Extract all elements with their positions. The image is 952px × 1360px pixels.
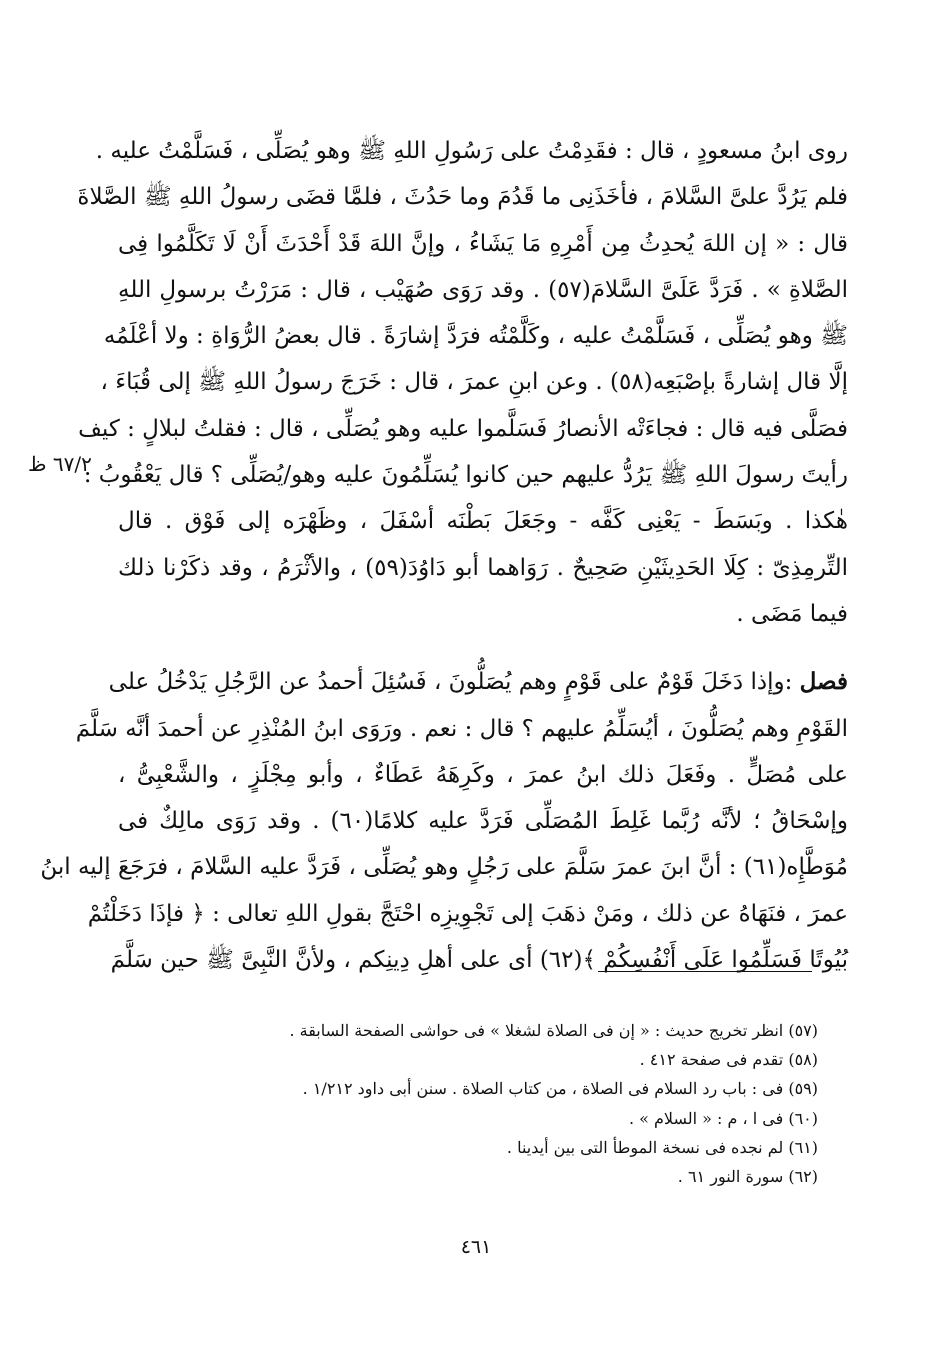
text-line: فلم يَرُدَّ علىَّ السَّلامَ ، فأخَذَنِى ما قَدُمَ وما حَدُثَ ، فلمَّا قضَى رسولُ اللهِ ﷺ الصَّلاةَ	[77, 184, 848, 211]
text-line: عمرَ ، فنَهَاهُ عن ذلك ، ومَنْ ذهَبَ إلى تَجْوِيزِه احْتَجَّ بقولِ اللهِ تعالى : ﴿ فإذَا دَخَلْتُمْ	[87, 900, 848, 927]
text-line: إلَّا قال إشارةً بإصْبَعِه(٥٨) . وعن ابنِ عمرَ ، قال : خَرَجَ رسولُ اللهِ ﷺ إلى قُبَاءَ ،	[100, 369, 848, 396]
fasl-text: :وإذا دَخَلَ قَوْمٌ على قَوْمٍ وهم يُصَلُّونَ ، فَسُئِلَ أحمدُ عن الرَّجُلِ يَدْخُلُ على	[108, 669, 800, 696]
footnote: (٦٢) سورة النور ٦١ .	[677, 1167, 818, 1187]
fasl-label: فصل	[799, 668, 848, 696]
text-line: التِّرمِذِىّ : كِلَا الحَدِيثَيْنِ صَحِيحٌ . رَوَاهما أبو دَاوُدَ(٥٩) ، والأثْرَمُ ، وقد ذكَرْنا ذلك	[118, 554, 848, 581]
text-line: فصَلَّى فيه قال : فجاءَتْه الأنصارُ فَسَلَّموا عليه وهو يُصَلِّى ، قال : فقلتُ لبلالٍ : كيف	[78, 415, 848, 442]
footnotes-list	[200, 1016, 818, 1191]
text-line: روى ابنُ مسعودٍ ، قال : فقَدِمْتُ على رَسُولِ اللهِ ﷺ وهو يُصَلِّى ، فَسَلَّمْتُ عليه .	[95, 138, 848, 164]
text-line: فيما مَضَى .	[736, 600, 848, 627]
text-line: الصَّلاةِ » . فَرَدَّ عَلَىَّ السَّلامَ(٥٧) . وقد رَوَى صُهَيْب ، قال : مَرَرْتُ برسولِ اللهِ	[118, 276, 848, 303]
text-line: مُوَطَّإِه(٦١) : أنَّ ابنَ عمرَ سَلَّمَ على رَجُلٍ وهو يُصَلِّى ، فَرَدَّ عليه السَّلامَ ، فرَجَعَ إليه ابنُ	[40, 854, 848, 881]
page-number: ٤٦١	[460, 1236, 492, 1258]
footnote: (٥٨) تقدم فى صفحة ٤١٢ .	[639, 1050, 818, 1070]
text-line: ﷺ وهو يُصَلِّى ، فَسَلَّمْتُ عليه ، وكَلَّمْتُه فرَدَّ إشارَةً . قال بعضُ الرُّوَاةِ : ولا أعْلَمُه	[103, 323, 848, 350]
footnote: (٦١) لم نجده فى نسخة الموطأ التى بين أيدينا .	[506, 1137, 818, 1157]
text-line: بُيُوتًا فَسَلِّمُوا عَلَى أَنْفُسِكُمْ ﴾(٦٢) أى على أهلِ دِينِكم ، ولأنَّ النَّبِىَّ ﷺ حين سَلَّمَ	[110, 947, 848, 974]
margin-manuscript-reference: ٦٧/٢ ظ	[28, 452, 92, 476]
text-line: وإسْحَاقُ ؛ لأنَّه رُبَّما غَلِطَ المُصَلِّى فَرَدَّ عليه كلامًا(٦٠) . وقد رَوَى مالِكٌ فى	[118, 808, 848, 835]
footnote: (٥٩) فى : باب رد السلام فى الصلاة ، من كتاب الصلاة . سنن أبى داود ١/٢١٢ .	[302, 1079, 818, 1099]
text-line: رأيتَ رسولَ اللهِ ﷺ يَرُدُّ عليهم حين كانوا يُسَلِّمُونَ عليه وهو/يُصَلِّى ؟ قال يَعْقُوبُ :	[83, 462, 848, 489]
text-line: على مُصَلٍّ . وفَعَلَ ذلك ابنُ عمرَ ، وكَرِهَهُ عَطَاءٌ ، وأبو مِجْلَزٍ ، والشَّعْبِىُّ ،	[118, 761, 848, 788]
text-line: القَوْمِ وهم يُصَلُّونَ ، أيُسَلِّمُ عليهم ؟ قال : نعم . ورَوَى ابنُ المُنْذِرِ عن أحمدَ أنَّه سَلَّمَ	[75, 715, 848, 742]
fasl-first-line	[108, 659, 848, 705]
footnote-divider	[598, 971, 812, 972]
text-line: هٰكذا . وبَسَطَ - يَعْنِى كَفَّه - وجَعَلَ بَطْنَه أسْفَلَ ، وظَهْرَه إلى فَوْق . قال	[118, 508, 848, 535]
text-line: قال : « إن اللهَ يُحدِثُ مِن أَمْرِهِ مَا يَشَاءُ ، وإنَّ اللهَ قَدْ أَحْدَثَ أَنْ لَا تَكَلَّمُوا فِى	[118, 230, 848, 257]
footnote: (٦٠) فى ا ، م : « السلام » .	[628, 1108, 818, 1128]
footnote: (٥٧) انظر تخريج حديث : « إن فى الصلاة لشغلا » فى حواشى الصفحة السابقة .	[289, 1021, 818, 1040]
paragraph-gap	[118, 637, 848, 659]
